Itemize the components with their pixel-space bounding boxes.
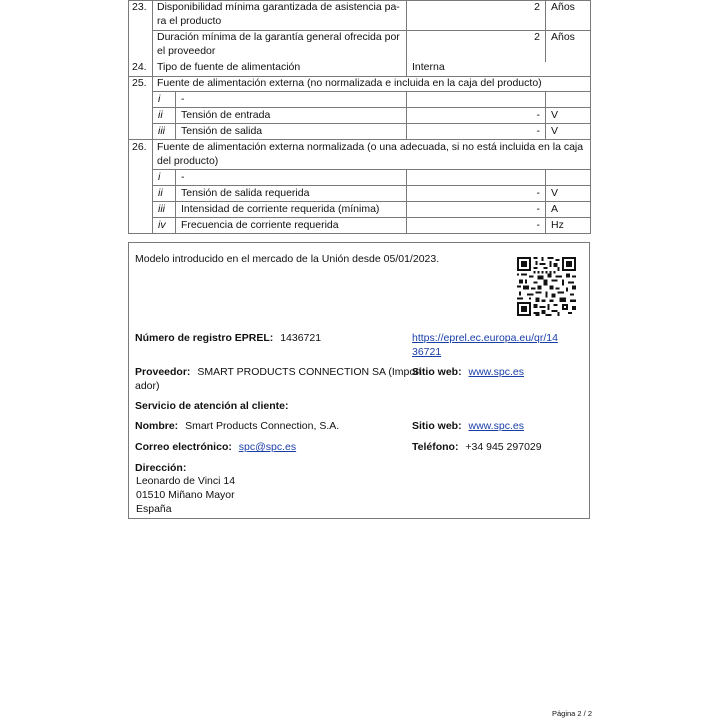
address-line: 01510 Miñano Mayor — [136, 489, 235, 501]
sub-text: Frecuencia de corriente requerida — [181, 219, 339, 231]
qr-code-icon[interactable] — [517, 257, 576, 316]
sub-value: - — [536, 125, 540, 137]
row-text: Fuente de alimentación externa (no normalizada e incluida en la caja del producto) — [157, 77, 542, 89]
row-value: 2 — [534, 1, 540, 13]
sub-text: Tensión de salida — [181, 125, 263, 137]
row-value: 2 — [534, 31, 540, 43]
sub-unit: V — [551, 125, 559, 137]
address-label: Dirección: — [135, 462, 187, 474]
row-text: Disponibilidad mínima garantizada de asistencia pa- — [157, 1, 400, 13]
sub-text: Intensidad de corriente requerida (mínima) — [181, 203, 380, 215]
sub-unit: V — [551, 109, 559, 121]
sub-index: iii — [158, 203, 165, 215]
address-line: España — [136, 503, 172, 515]
eprel-link-continued[interactable]: 36721 — [412, 346, 442, 358]
website2-label: Sitio web: — [412, 420, 462, 432]
row-unit: Años — [551, 31, 575, 43]
website-link[interactable]: www.spc.es — [468, 366, 524, 378]
eprel-row — [135, 331, 321, 345]
row-text: Duración mínima de la garantía general ofrecida por — [157, 31, 400, 43]
sub-index: i — [158, 171, 161, 183]
email-label: Correo electrónico: — [135, 441, 232, 453]
row-value: Interna — [412, 61, 445, 73]
phone-row — [412, 440, 542, 454]
sub-index: ii — [158, 109, 163, 121]
name-label: Nombre: — [135, 420, 179, 432]
customer-service-heading: Servicio de atención al cliente: — [135, 400, 289, 412]
sub-text: Tensión de entrada — [181, 109, 271, 121]
website2-row — [412, 419, 524, 433]
phone-value: +34 945 297029 — [465, 441, 542, 453]
supplier-row — [135, 365, 422, 379]
email-row — [135, 440, 296, 454]
sub-index: iv — [158, 219, 166, 231]
phone-label: Teléfono: — [412, 441, 459, 453]
page-number: Página 2 / 2 — [551, 709, 592, 718]
eprel-value: 1436721 — [280, 332, 322, 344]
eprel-label: Número de registro EPREL: — [135, 332, 274, 344]
website2-link[interactable]: www.spc.es — [468, 420, 524, 432]
sub-index: i — [158, 93, 161, 105]
sub-text: - — [181, 171, 185, 183]
supplier-value-continued: ador) — [135, 380, 160, 392]
row-text: del producto) — [157, 155, 219, 167]
sub-value: - — [536, 219, 540, 231]
website-label: Sitio web: — [412, 366, 462, 378]
address-line: Leonardo de Vinci 14 — [136, 475, 236, 487]
sub-value: - — [536, 203, 540, 215]
email-link[interactable]: spc@spc.es — [238, 441, 297, 453]
row-text: Fuente de alimentación externa normalizada (o una adecuada, si no está incluida en la caja — [157, 141, 584, 153]
name-row — [135, 419, 339, 433]
website-row — [412, 365, 524, 379]
row-number: 26. — [132, 141, 147, 153]
row-text: Tipo de fuente de alimentación — [157, 61, 301, 73]
row-number: 25. — [132, 77, 147, 89]
row-text: ra el producto — [157, 15, 222, 27]
name-value: Smart Products Connection, S.A. — [185, 420, 340, 432]
sub-unit: A — [551, 203, 559, 215]
sub-unit: Hz — [551, 219, 564, 231]
supplier-label: Proveedor: — [135, 366, 191, 378]
sub-index: iii — [158, 125, 165, 137]
sub-index: ii — [158, 187, 163, 199]
row-number: 24. — [132, 61, 147, 73]
eprel-link[interactable]: https://eprel.ec.europa.eu/qr/14 — [412, 332, 558, 344]
row-number: 23. — [132, 1, 147, 13]
sub-value: - — [536, 187, 540, 199]
row-unit: Años — [551, 1, 575, 13]
row-text: el proveedor — [157, 45, 216, 57]
sub-value: - — [536, 109, 540, 121]
sub-text: - — [181, 93, 185, 105]
sub-unit: V — [551, 187, 559, 199]
sub-text: Tensión de salida requerida — [181, 187, 310, 199]
supplier-value: SMART PRODUCTS CONNECTION SA (Import — [197, 366, 422, 378]
model-intro-text: Modelo introducido en el mercado de la Unión desde 05/01/2023. — [135, 253, 440, 265]
